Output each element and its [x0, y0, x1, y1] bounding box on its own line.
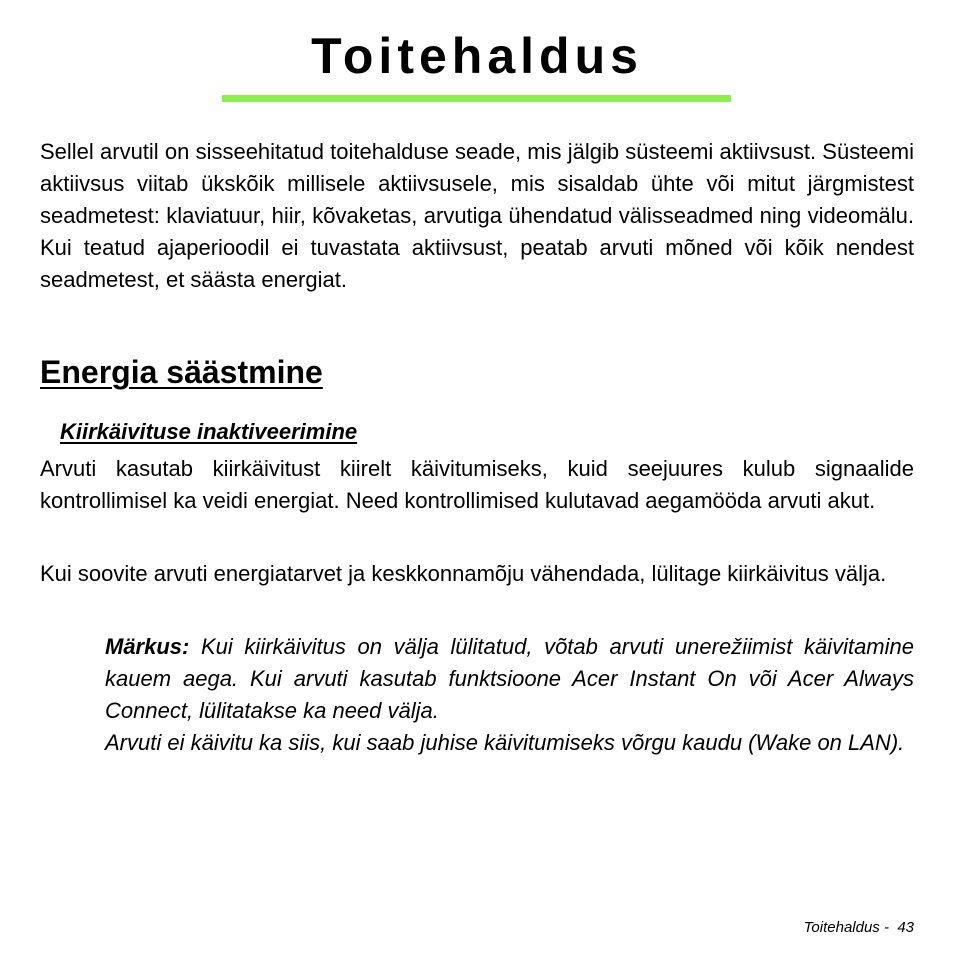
- note-label: Märkus:: [105, 634, 190, 659]
- title-underline-bar: [222, 95, 731, 102]
- footer-chapter: Toitehaldus -: [803, 919, 889, 936]
- page-title: Toitehaldus: [311, 28, 643, 84]
- fast-startup-paragraph: Arvuti kasutab kiirkäivitust kiirelt käivitumiseks, kuid seejuures kulub signaalide kontrollimisel ka veidi energiat. Need kontrollimised kulutavad aegamööda arvuti akut.: [40, 456, 914, 513]
- note-block-1: [105, 631, 914, 727]
- intro-paragraph: Sellel arvutil on sisseehitatud toitehalduse seade, mis jälgib süsteemi aktiivsust. Süsteemi aktiivsus viitab ükskõik millisele aktiivsusele, mis sisaldab ühte või mitut järgmistest seadmetest: klaviatuur, hiir, kõvaketas, arvutiga ühendatud välisseadmed ning videomälu. Kui teatud ajaperioodil ei tuvastata aktiivsust, peatab arvuti mõned või kõik nendest seadmetest, et säästa energiat.: [40, 139, 914, 292]
- note-text-2: Arvuti ei käivitu ka siis, kui saab juhise käivitumiseks võrgu kaudu (Wake on LAN).: [105, 730, 905, 755]
- note-text-1: Kui kiirkäivitus on välja lülitatud, võtab arvuti unerežiimist käivitamine kauem aega. Kui arvuti kasutab funktsioone Acer Instant On või Acer Always Connect, lülitatakse ka need välja.: [105, 634, 914, 723]
- section-heading: Energia säästmine: [40, 354, 323, 390]
- subsection-heading: Kiirkäivituse inaktiveerimine: [60, 419, 358, 444]
- page-footer: [804, 918, 914, 938]
- footer-page-number: 43: [897, 919, 914, 936]
- disable-fast-startup-paragraph: Kui soovite arvuti energiatarvet ja keskkonnamõju vähendada, lülitage kiirkäivitus välja.: [40, 561, 887, 586]
